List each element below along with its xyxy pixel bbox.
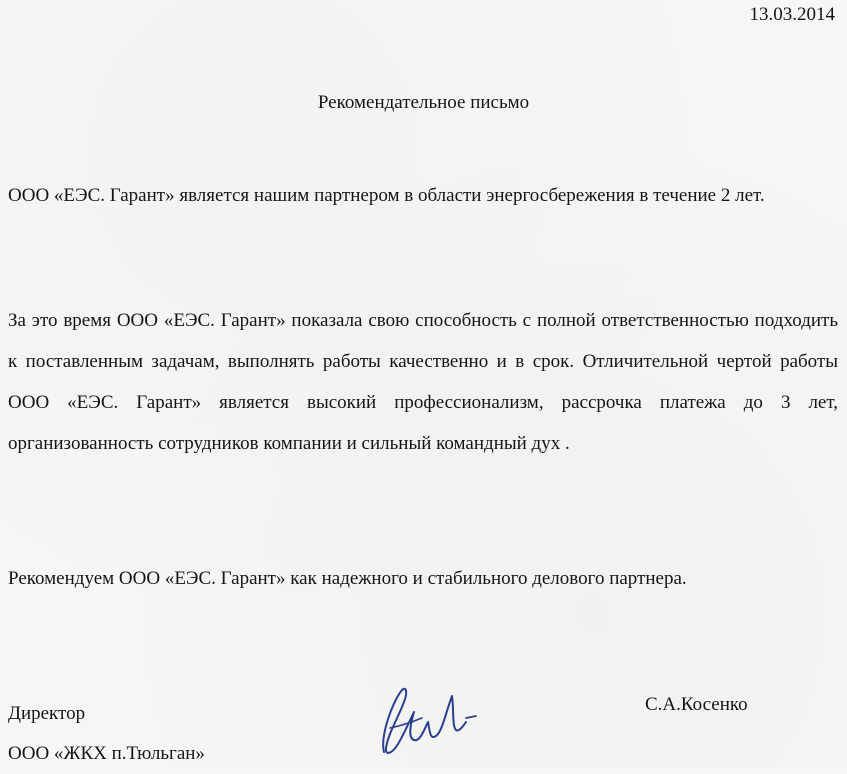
- letter-title: Рекомендательное письмо: [317, 92, 530, 113]
- signatory-position: Директор: [8, 703, 86, 724]
- letter-date: 13.03.2014: [749, 4, 835, 25]
- signatory-organization: ООО «ЖКХ п.Тюльган»: [8, 743, 205, 764]
- signatory-name: С.А.Косенко: [645, 694, 748, 715]
- paragraph-recommendation: Рекомендуем ООО «ЕЭС. Гарант» как надежного и стабильного делового партнера.: [8, 568, 687, 589]
- signatory-block: [8, 694, 205, 774]
- paragraph-partnership: ООО «ЕЭС. Гарант» является нашим партнером в области энергосбережения в течение 2 лет.: [8, 185, 765, 206]
- paragraph-qualities: За это время ООО «ЕЭС. Гарант» показала свою способность с полной ответственностью подходить к поставленным задачам, выполнять работы качественно и в срок. Отличительной чертой работы ООО «ЕЭС. Гарант» является высокий профессионализм, рассрочка платежа до 3 лет, организованность сотрудников компании и сильный командный дух .: [8, 310, 838, 454]
- handwritten-signature: [370, 682, 490, 768]
